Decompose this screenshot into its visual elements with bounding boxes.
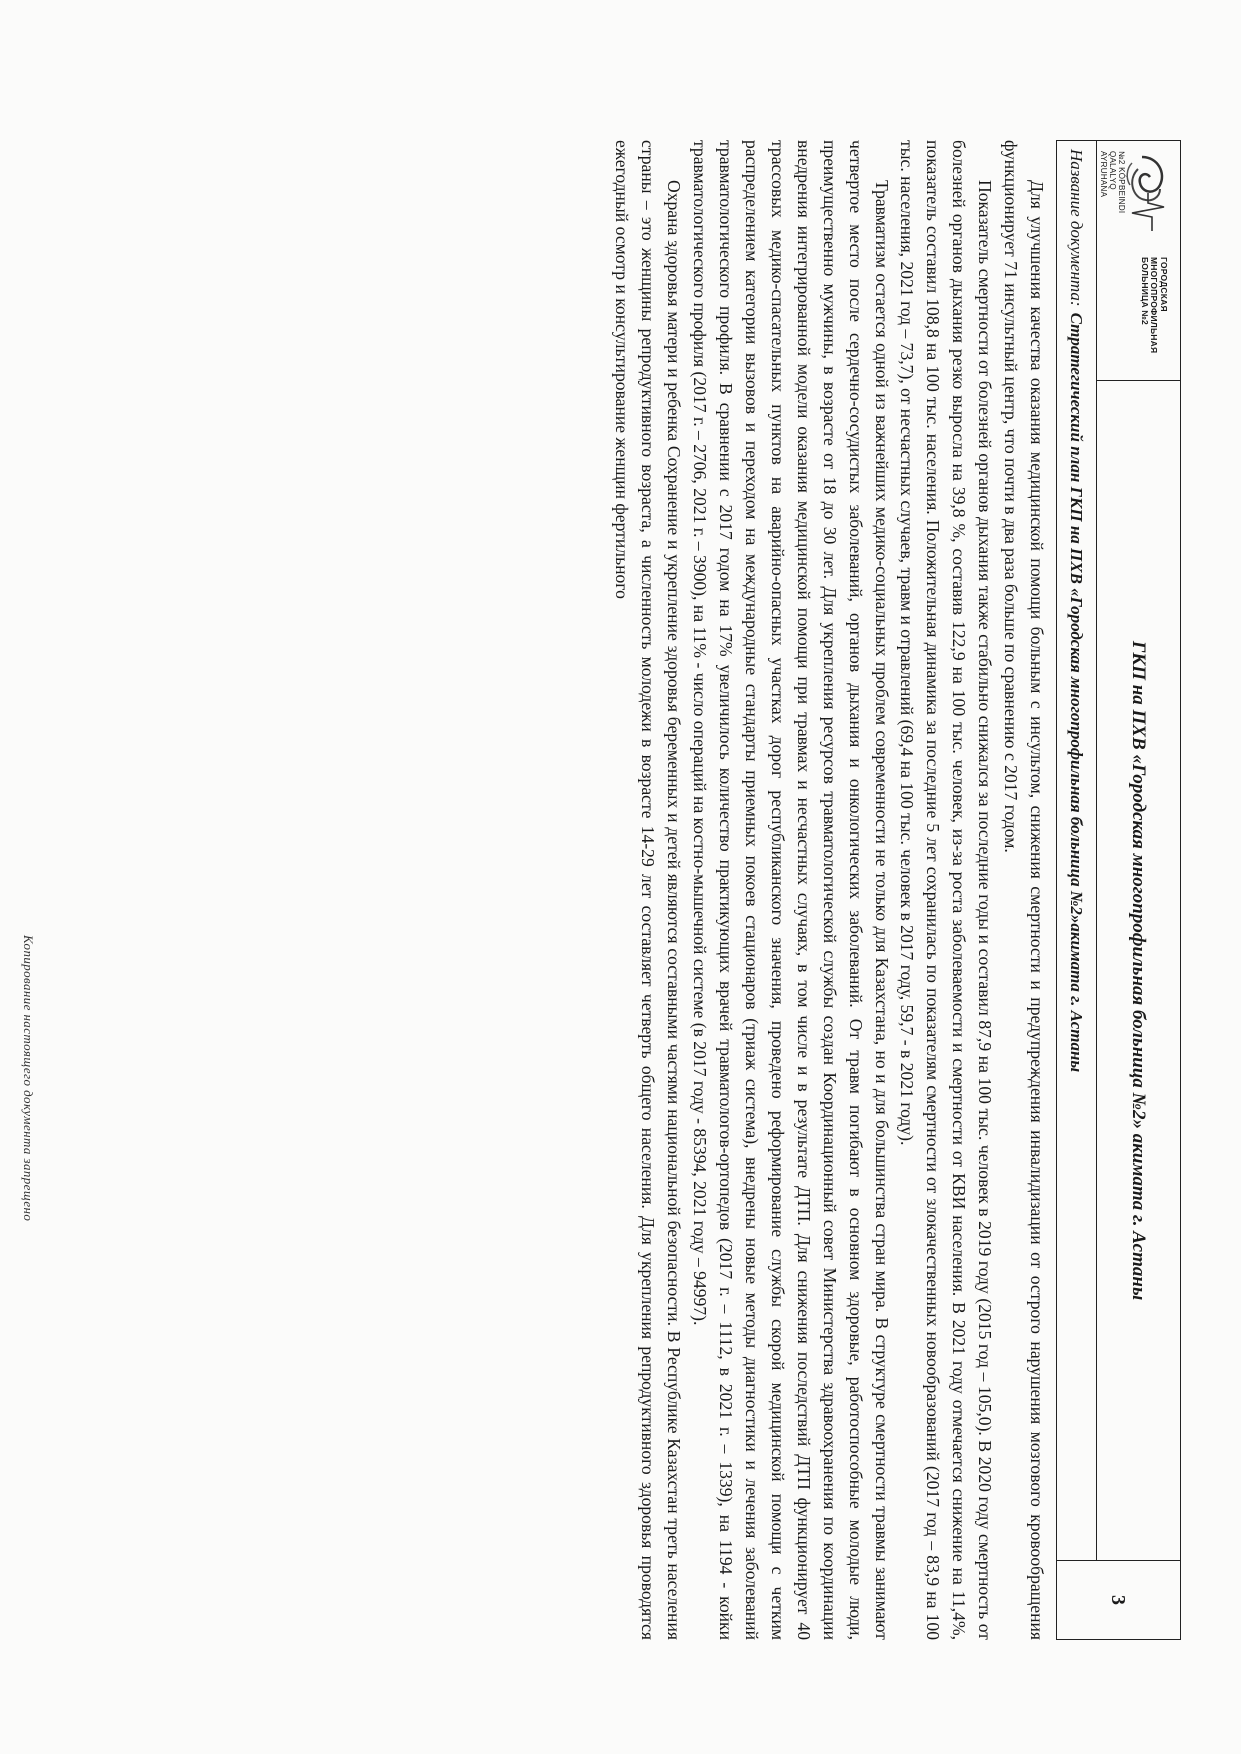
paragraph-traumatism: Травматизм остается одной из важнейших медико-социальных проблем современности не только для Казахстана, но и для большинства стран мира. В структуре смертности травмы занимают четвертое место после сердечно-сосудистых заболеваний, органов дыхания и онкологических заболеваний. От травм погибают в основном здоровые, работоспособные молодые люди, преимущественно мужчины, в возрасте от 18 до 30 лет. Для укрепления ресурсов травматологической службы создан Координационный совет Министерства здравоохранения по координации внедрения интегрированной модели оказания медицинской помощи при травмах и несчастных случаях, в том числе и в результате ДТП. Для снижения последствий ДТП функционирует 40 трассовых медико-спасательных пунктов на аварийно-опасных участках дорог республиканского значения, проведено реформирование службы скорой медицинской помощи с четким распределением категории вызовов и переходом на международные стандарты приемных покоев стационаров (триаж система), внедрены новые методы диагностики и лечения заболеваний травматологического профиля. В сравнении с 2017 годом на 17% увеличилось количество практикующих врачей травматологов-ортопедов (2017 г. – 1112, в 2021 г. – 1339), на 1194 - койки травматологического профиля (2017 г. – 2706, 2021 г. – 3900), на 11% - число операций на костно-мышечной системе (в 2017 году - 85394, 2021 году – 94997). bbox=[690, 140, 892, 1640]
logo-kazakh-text bbox=[1099, 151, 1126, 213]
logo-cell bbox=[1096, 141, 1180, 381]
footer-note: Копирование настоящего документа запрещено bbox=[21, 935, 36, 1222]
logo-left-line: №2 KÓPBEINDI bbox=[1117, 151, 1126, 214]
organization-title: ГКП на ПХВ «Городская многопрофильная больница №2» акимата г. Астаны bbox=[1096, 381, 1180, 1561]
document-name-value: Стратегический план ГКП на ПХВ «Городская многопрофильная больница №2»акимата г. Астаны bbox=[1067, 312, 1086, 1073]
paragraph-mortality: Показатель смертности от болезней органов дыхания также стабильно снижался за последние годы и составил 87,9 на 100 тыс. человек в 2019 году (2015 год – 105,0). В 2020 году смертность от болезней органов дыхания резко выросла на 39,8 %, составив 122,9 на 100 тыс. человек, из-за роста заболеваемости и смертности от КВИ населения. В 2021 году отмечается снижение на 11,4%, показатель составил 108,8 на 100 тыс. населения. Положительная динамика за последние 5 лет сохранилась по показателям смертности от злокачественных новообразований (2017 год – 83,9 на 100 тыс. населения, 2021 год – 73,7), от несчастных случаев, травм и отравлений (69,4 на 100 тыс. человек в 2017 году, 59,7 - в 2021 году). bbox=[897, 140, 996, 1640]
paragraph-maternal-health: Охрана здоровья матери и ребенка Сохранение и укрепление здоровья беременных и детей являются составными частями национальной безопасности. В Республике Казахстан треть населения страны – это женщины репродуктивного возраста, а численность молодежи в возрасте 14-29 лет составляет четверть общего населения. Для укрепления репродуктивного здоровья проводятся ежегодный осмотр и консультирование женщин фертильного bbox=[612, 140, 685, 1640]
document-name-label: Название документа: bbox=[1067, 149, 1086, 307]
logo-left-line: QALALYQ bbox=[1108, 151, 1117, 190]
logo-left-line: AYRUHANA bbox=[1099, 151, 1108, 198]
logo-right-line: ГОРОДСКАЯ bbox=[1159, 257, 1169, 312]
logo-russian-text bbox=[1140, 257, 1169, 375]
document-header bbox=[1056, 140, 1181, 1640]
document-name-row bbox=[1056, 141, 1096, 1561]
logo-right-line: МНОГОПРОФИЛЬНАЯ bbox=[1149, 257, 1160, 354]
paragraph-stroke-centers: Для улучшения качества оказания медицинской помощи больным с инсультом, снижения смертности и предупреждения инвалидизации от острого нарушения мозгового кровообращения функционирует 71 инсультный центр, что почти в два раза больше по сравнению с 2017 годом. bbox=[1001, 140, 1047, 1640]
logo-right-line: БОЛЬНИЦА №2 bbox=[1140, 257, 1150, 325]
document-body bbox=[609, 140, 1049, 1640]
page-number: 3 bbox=[1107, 1595, 1130, 1605]
